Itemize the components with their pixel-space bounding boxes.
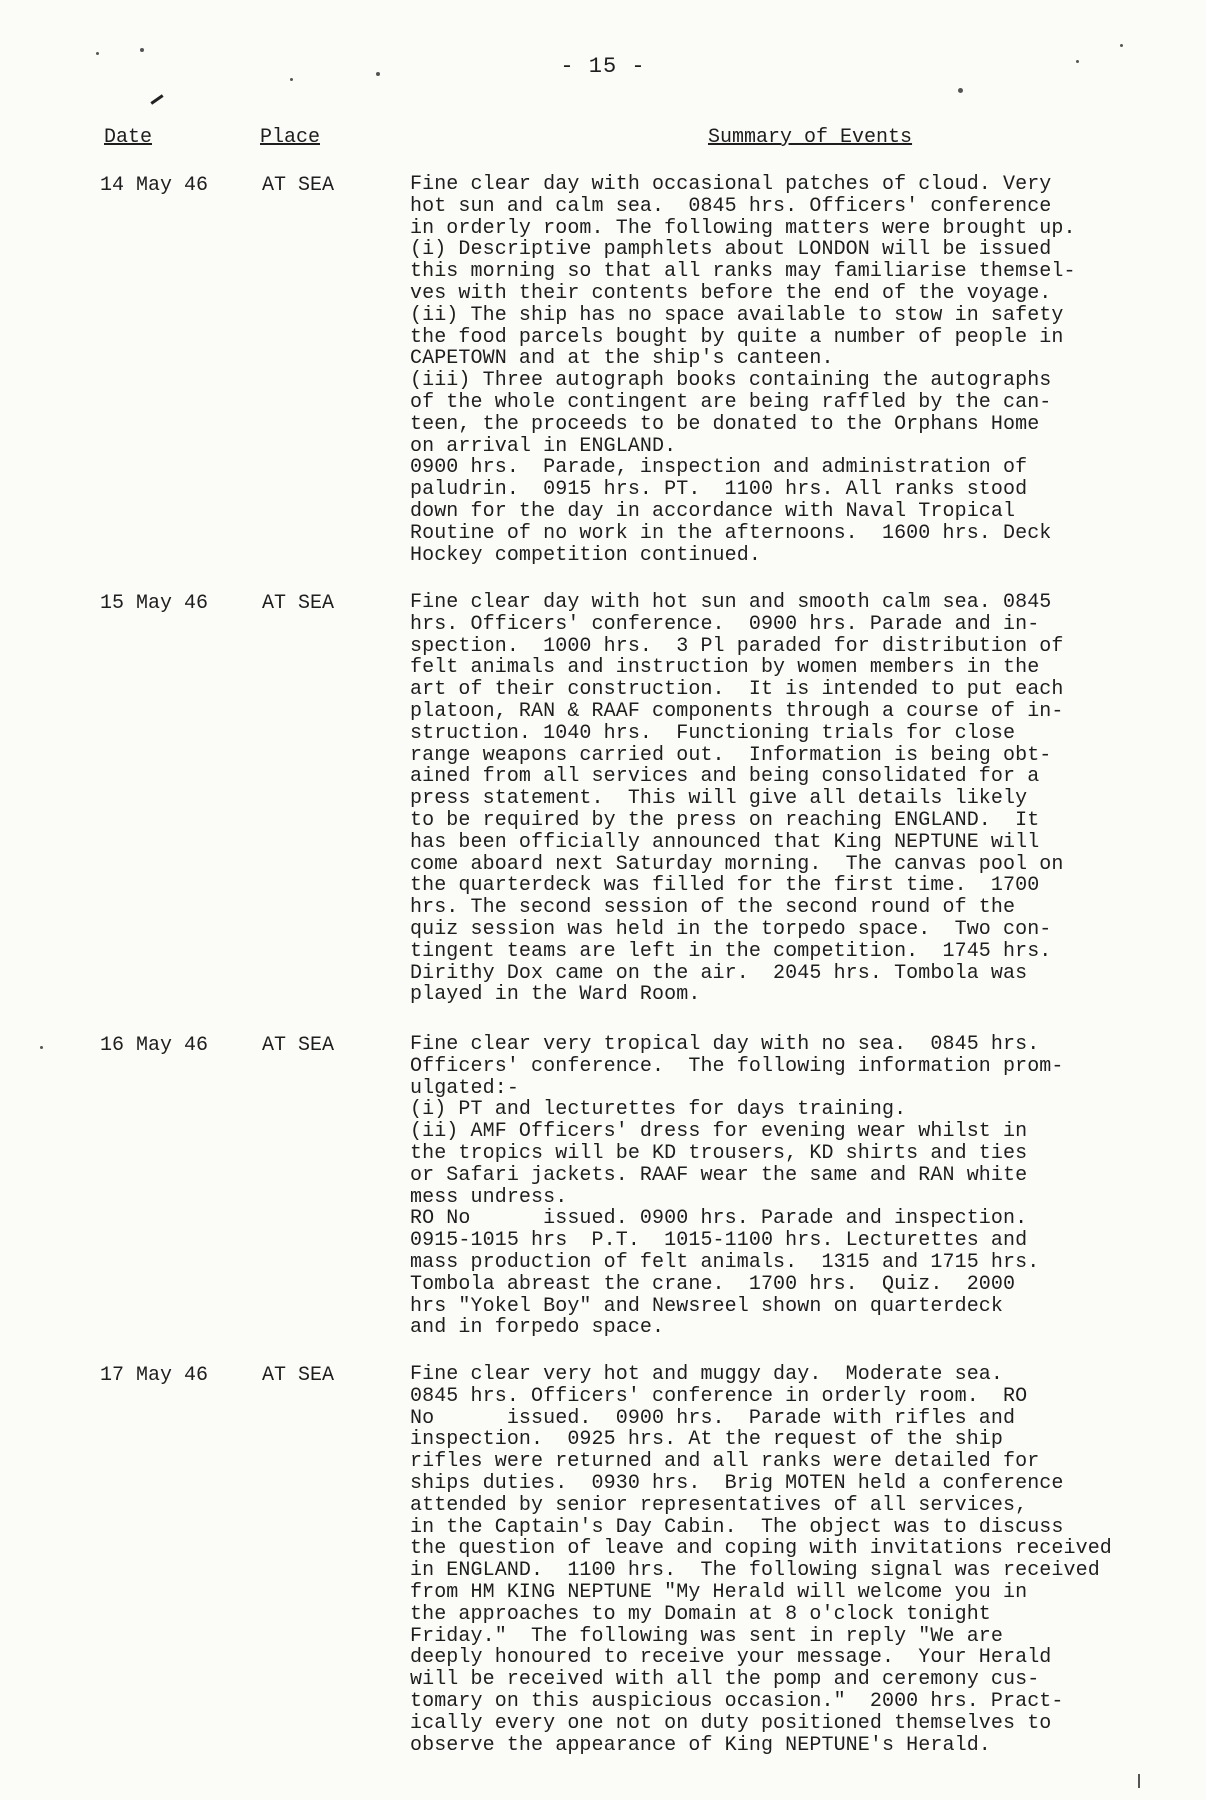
summary-line: teen, the proceeds to be donated to the Orphans Home (410, 412, 1040, 436)
entry-summary (410, 174, 1178, 566)
summary-line: Fine clear very hot and muggy day. Moderate sea. (410, 1363, 1003, 1386)
summary-line: deeply honoured to receive your message. Your Herald (410, 1646, 1052, 1670)
summary-line: paludrin. 0915 hrs. PT. 1100 hrs. All ranks stood (410, 478, 1028, 502)
summary-line: the approaches to my Domain at 8 o'clock tonight (410, 1602, 991, 1626)
summary-line: (ii) AMF Officers' dress for evening wear whilst in (410, 1120, 1028, 1144)
summary-line: in orderly room. The following matters were brought up. (410, 216, 1076, 240)
summary-line: (i) Descriptive pamphlets about LONDON will be issued (410, 238, 1052, 262)
scan-speck (958, 88, 963, 93)
summary-line: Officers' conference. The following information prom- (410, 1054, 1064, 1078)
scan-speck (1138, 1774, 1140, 1788)
summary-line: will be received with all the pomp and ceremony cus- (410, 1668, 1040, 1692)
summary-line: this morning so that all ranks may familiarise themsel- (410, 260, 1076, 284)
scan-speck (40, 1046, 43, 1049)
summary-line: 0845 hrs. Officers' conference in orderly room. RO (410, 1384, 1028, 1408)
entry-place: AT SEA (262, 1034, 335, 1057)
entry-date: 14 May 46 (100, 174, 209, 197)
summary-line: 0900 hrs. Parade, inspection and administration of (410, 456, 1028, 480)
scan-speck (1076, 60, 1079, 63)
summary-line: mess undress. (410, 1185, 568, 1209)
summary-line: come aboard next Saturday morning. The canvas pool on (410, 852, 1064, 876)
header-summary: Summary of Events (708, 126, 913, 149)
summary-line: Fine clear day with occasional patches of cloud. Very (410, 173, 1052, 196)
summary-line: the tropics will be KD trousers, KD shirts and ties (410, 1141, 1028, 1165)
scan-speck (140, 48, 144, 52)
summary-line: ically every one not on duty positioned themselves to (410, 1711, 1052, 1735)
summary-line: the question of leave and coping with invitations received (410, 1537, 1112, 1561)
summary-line: spection. 1000 hrs. 3 Pl paraded for distribution of (410, 634, 1064, 658)
summary-line: of the whole contingent are being raffled by the can- (410, 390, 1052, 414)
summary-line: felt animals and instruction by women members in the (410, 656, 1040, 680)
summary-line: ships duties. 0930 hrs. Brig MOTEN held a conference (410, 1471, 1064, 1495)
summary-line: (iii) Three autograph books containing the autographs (410, 369, 1052, 393)
summary-line: and in forpedo space. (410, 1316, 665, 1340)
summary-line: CAPETOWN and at the ship's canteen. (410, 347, 834, 371)
summary-line: Hockey competition continued. (410, 543, 761, 567)
summary-line: Dirithy Dox came on the air. 2045 hrs. Tombola was (410, 961, 1028, 985)
summary-line: in the Captain's Day Cabin. The object was to discuss (410, 1515, 1064, 1539)
summary-line: observe the appearance of King NEPTUNE's Herald. (410, 1733, 991, 1757)
entry-summary (410, 592, 1178, 1006)
entry-date: 15 May 46 (100, 592, 209, 615)
summary-line: ves with their contents before the end of the voyage. (410, 281, 1052, 305)
summary-line: range weapons carried out. Information is being obt- (410, 743, 1052, 767)
summary-line: RO No issued. 0900 hrs. Parade and inspection. (410, 1207, 1028, 1231)
summary-line: hrs. Officers' conference. 0900 hrs. Parade and in- (410, 612, 1040, 636)
summary-line: No issued. 0900 hrs. Parade with rifles and (410, 1406, 1016, 1430)
summary-line: Friday." The following was sent in reply "We are (410, 1624, 1003, 1648)
summary-line: ulgated:- (410, 1076, 519, 1100)
summary-line: (i) PT and lecturettes for days training. (410, 1098, 907, 1122)
summary-line: hot sun and calm sea. 0845 hrs. Officers' conference (410, 194, 1052, 218)
summary-line: down for the day in accordance with Naval Tropical (410, 499, 1016, 523)
scan-speck (290, 78, 293, 81)
summary-line: Fine clear very tropical day with no sea. 0845 hrs. (410, 1033, 1040, 1056)
summary-line: 0915-1015 hrs P.T. 1015-1100 hrs. Lecturettes and (410, 1229, 1028, 1253)
summary-line: rifles were returned and all ranks were detailed for (410, 1450, 1040, 1474)
summary-line: mass production of felt animals. 1315 and 1715 hrs. (410, 1250, 1040, 1274)
summary-line: ained from all services and being consolidated for a (410, 765, 1040, 789)
page-number: - 15 - (560, 54, 646, 79)
tick-mark (150, 94, 163, 104)
summary-line: on arrival in ENGLAND. (410, 434, 677, 458)
summary-line: press statement. This will give all details likely (410, 787, 1028, 811)
summary-line: in ENGLAND. 1100 hrs. The following signal was received (410, 1559, 1100, 1583)
entry-place: AT SEA (262, 174, 335, 197)
entry-place: AT SEA (262, 592, 335, 615)
summary-line: (ii) The ship has no space available to stow in safety (410, 303, 1064, 327)
header-place: Place (260, 126, 321, 149)
entry-place: AT SEA (262, 1364, 335, 1387)
summary-line: or Safari jackets. RAAF wear the same and RAN white (410, 1163, 1028, 1187)
summary-line: Fine clear day with hot sun and smooth calm sea. 0845 (410, 591, 1052, 614)
summary-line: hrs "Yokel Boy" and Newsreel shown on quarterdeck (410, 1294, 1003, 1318)
scan-speck (376, 72, 380, 76)
summary-line: tomary on this auspicious occasion." 2000 hrs. Pract- (410, 1689, 1064, 1713)
summary-line: tingent teams are left in the competition. 1745 hrs. (410, 939, 1052, 963)
entry-date: 16 May 46 (100, 1034, 209, 1057)
scan-speck (96, 52, 99, 55)
summary-line: the quarterdeck was filled for the first time. 1700 (410, 874, 1040, 898)
summary-line: Routine of no work in the afternoons. 1600 hrs. Deck (410, 521, 1052, 545)
entry-summary (410, 1034, 1178, 1339)
summary-line: from HM KING NEPTUNE "My Herald will welcome you in (410, 1580, 1028, 1604)
entry-summary (410, 1364, 1178, 1756)
summary-line: attended by senior representatives of all services, (410, 1493, 1028, 1517)
summary-line: the food parcels bought by quite a number of people in (410, 325, 1064, 349)
summary-line: has been officially announced that King NEPTUNE will (410, 830, 1040, 854)
summary-line: to be required by the press on reaching ENGLAND. It (410, 808, 1040, 832)
summary-line: art of their construction. It is intended to put each (410, 678, 1064, 702)
entry-date: 17 May 46 (100, 1364, 209, 1387)
summary-line: inspection. 0925 hrs. At the request of the ship (410, 1428, 1003, 1452)
summary-line: hrs. The second session of the second round of the (410, 896, 1016, 920)
header-date: Date (104, 126, 153, 149)
summary-line: struction. 1040 hrs. Functioning trials for close (410, 721, 1016, 745)
summary-line: quiz session was held in the torpedo space. Two con- (410, 917, 1052, 941)
summary-line: Tombola abreast the crane. 1700 hrs. Quiz. 2000 (410, 1272, 1016, 1296)
scan-speck (1120, 44, 1123, 47)
summary-line: platoon, RAN & RAAF components through a course of in- (410, 699, 1064, 723)
summary-line: played in the Ward Room. (410, 983, 701, 1007)
